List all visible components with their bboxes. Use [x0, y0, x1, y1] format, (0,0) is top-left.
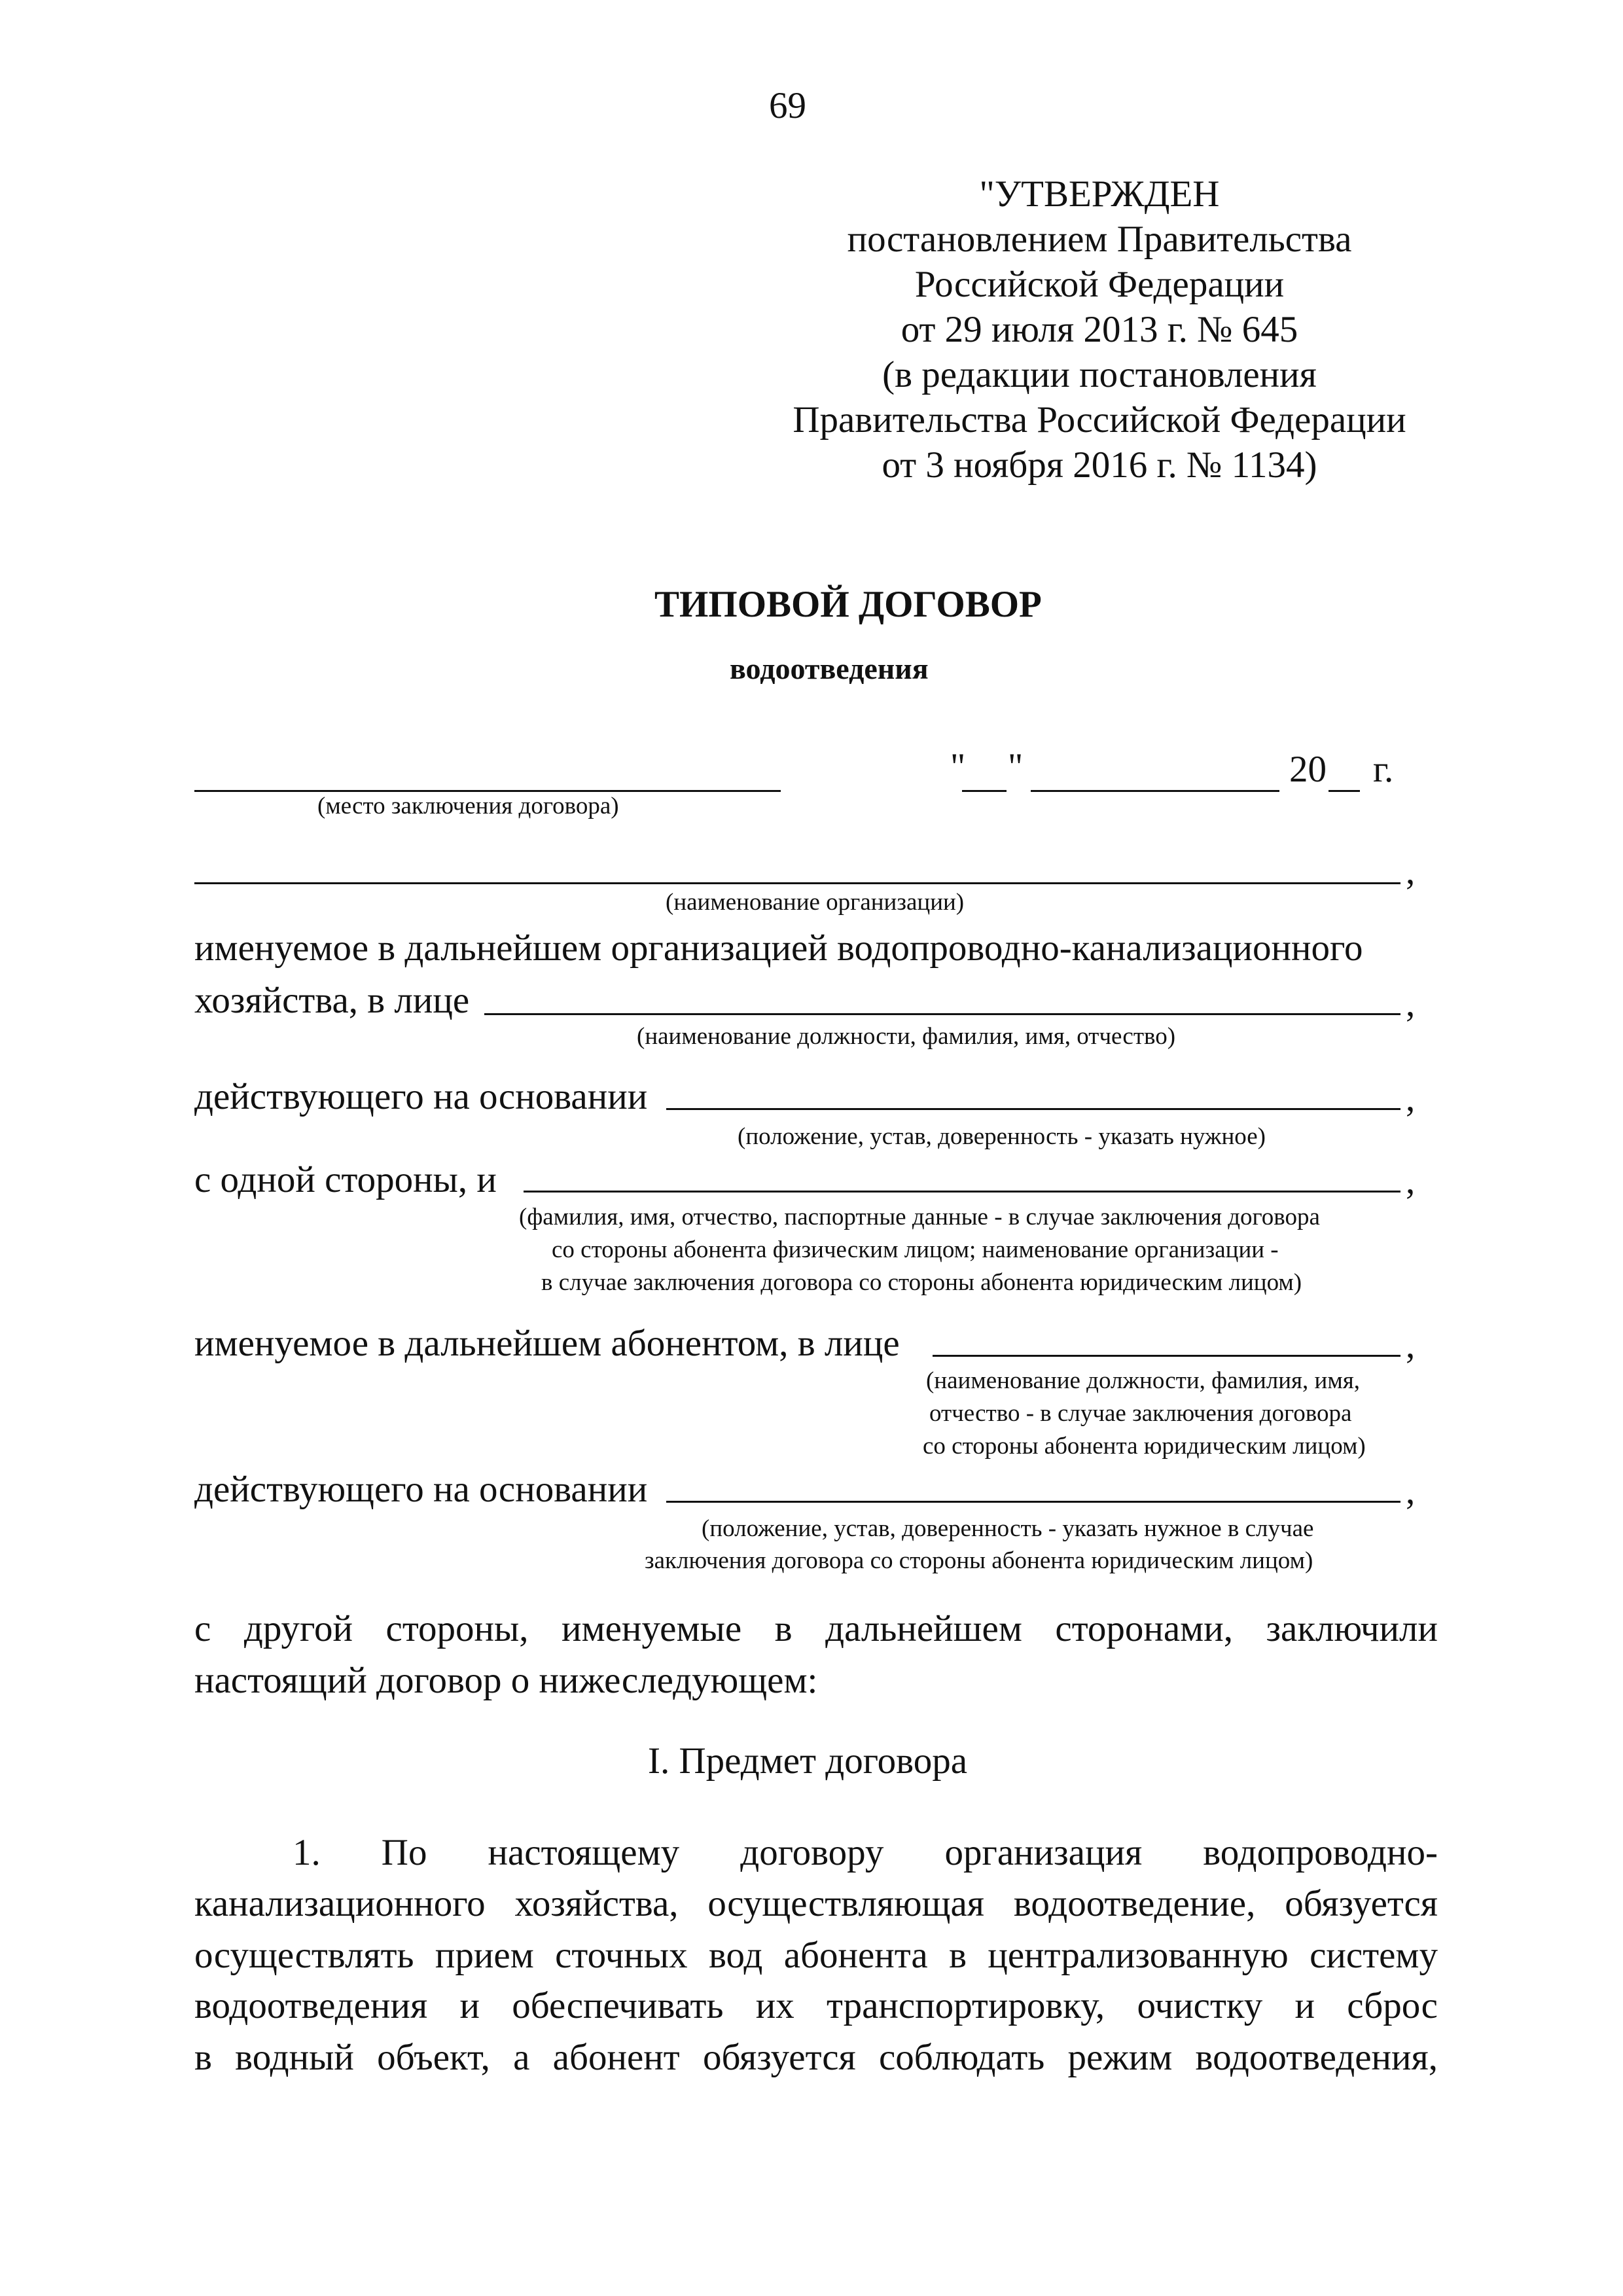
paragraph-line-4: водоотведения и обеспечивать их транспортировку, очистку и сброс [194, 1985, 1438, 2026]
org-description: именуемое в дальнейшем организацией водопроводно-канализационного [194, 927, 1363, 969]
paragraph-line-1: 1. По настоящему договору организация водопроводно- [293, 1832, 1438, 1873]
date-close-quote: " [1008, 746, 1024, 787]
side-caption-2: со стороны абонента физическим лицом; наименование организации - [552, 1236, 1279, 1263]
basis-comma: , [1406, 1078, 1416, 1119]
subscriber-prefix: именуемое в дальнейшем абонентом, в лице [194, 1323, 900, 1364]
side-caption-3: в случае заключения договора со стороны абонента юридическим лицом) [541, 1269, 1302, 1296]
subscriber-comma: , [1406, 1325, 1416, 1366]
document-title: ТИПОВОЙ ДОГОВОР [654, 584, 1042, 625]
person-caption: (наименование должности, фамилия, имя, отчество) [637, 1023, 1176, 1050]
person-prefix: хозяйства, в лице [194, 980, 470, 1021]
side-caption-1: (фамилия, имя, отчество, паспортные данные - в случае заключения договора [519, 1204, 1320, 1230]
year-suffix: г. [1373, 749, 1394, 790]
year-prefix: 20 [1289, 749, 1327, 790]
subscriber-caption-2: отчество - в случае заключения договора [929, 1400, 1352, 1427]
intro-line-1: с другой стороны, именуемые в дальнейшем сторонами, заключили [194, 1608, 1438, 1649]
basis2-caption-2: заключения договора со стороны абонента юридическим лицом) [645, 1547, 1313, 1574]
page-number: 69 [769, 85, 806, 126]
place-line [194, 790, 781, 792]
org-comma: , [1406, 851, 1416, 892]
place-caption: (место заключения договора) [317, 793, 619, 819]
day-line [962, 790, 1007, 792]
subscriber-caption-3: со стороны абонента юридическим лицом) [923, 1433, 1366, 1460]
org-caption: (наименование организации) [666, 889, 965, 916]
basis-caption: (положение, устав, доверенность - указать нужное) [738, 1123, 1266, 1150]
paragraph-line-3: осуществлять прием сточных вод абонента в централизованную систему [194, 1935, 1438, 1976]
basis-line [666, 1108, 1400, 1110]
approval-line: от 29 июля 2013 г. № 645 [901, 309, 1298, 350]
approval-line: Правительства Российской Федерации [793, 399, 1406, 440]
approval-line: Российской Федерации [914, 264, 1285, 305]
basis2-line [666, 1501, 1400, 1503]
side-comma: , [1406, 1160, 1416, 1202]
approval-line: (в редакции постановления [882, 354, 1317, 395]
person-line [484, 1013, 1400, 1015]
basis2-prefix: действующего на основании [194, 1469, 648, 1510]
date-open-quote: " [950, 746, 966, 787]
subscriber-line [933, 1355, 1400, 1357]
section-heading: I. Предмет договора [648, 1740, 968, 1782]
approval-line: "УТВЕРЖДЕН [979, 173, 1220, 215]
basis2-comma: , [1406, 1471, 1416, 1512]
approval-line: от 3 ноября 2016 г. № 1134) [882, 444, 1317, 486]
subscriber-caption-1: (наименование должности, фамилия, имя, [926, 1367, 1361, 1394]
approval-line: постановлением Правительства [847, 219, 1352, 260]
year-line [1329, 790, 1360, 792]
person-comma: , [1406, 983, 1416, 1024]
org-line [194, 882, 1400, 884]
side-prefix: с одной стороны, и [194, 1159, 497, 1200]
basis2-caption-1: (положение, устав, доверенность - указать нужное в случае [702, 1515, 1314, 1542]
document-subtitle: водоотведения [730, 652, 929, 685]
intro-line-2: настоящий договор о нижеследующем: [194, 1660, 818, 1701]
paragraph-line-2: канализационного хозяйства, осуществляющая водоотведение, обязуется [194, 1883, 1438, 1924]
month-line [1031, 790, 1279, 792]
paragraph-line-5: в водный объект, а абонент обязуется соблюдать режим водоотведения, [194, 2037, 1438, 2078]
side-line [524, 1191, 1400, 1193]
approval-stamp [772, 175, 1427, 492]
basis-prefix: действующего на основании [194, 1076, 648, 1117]
